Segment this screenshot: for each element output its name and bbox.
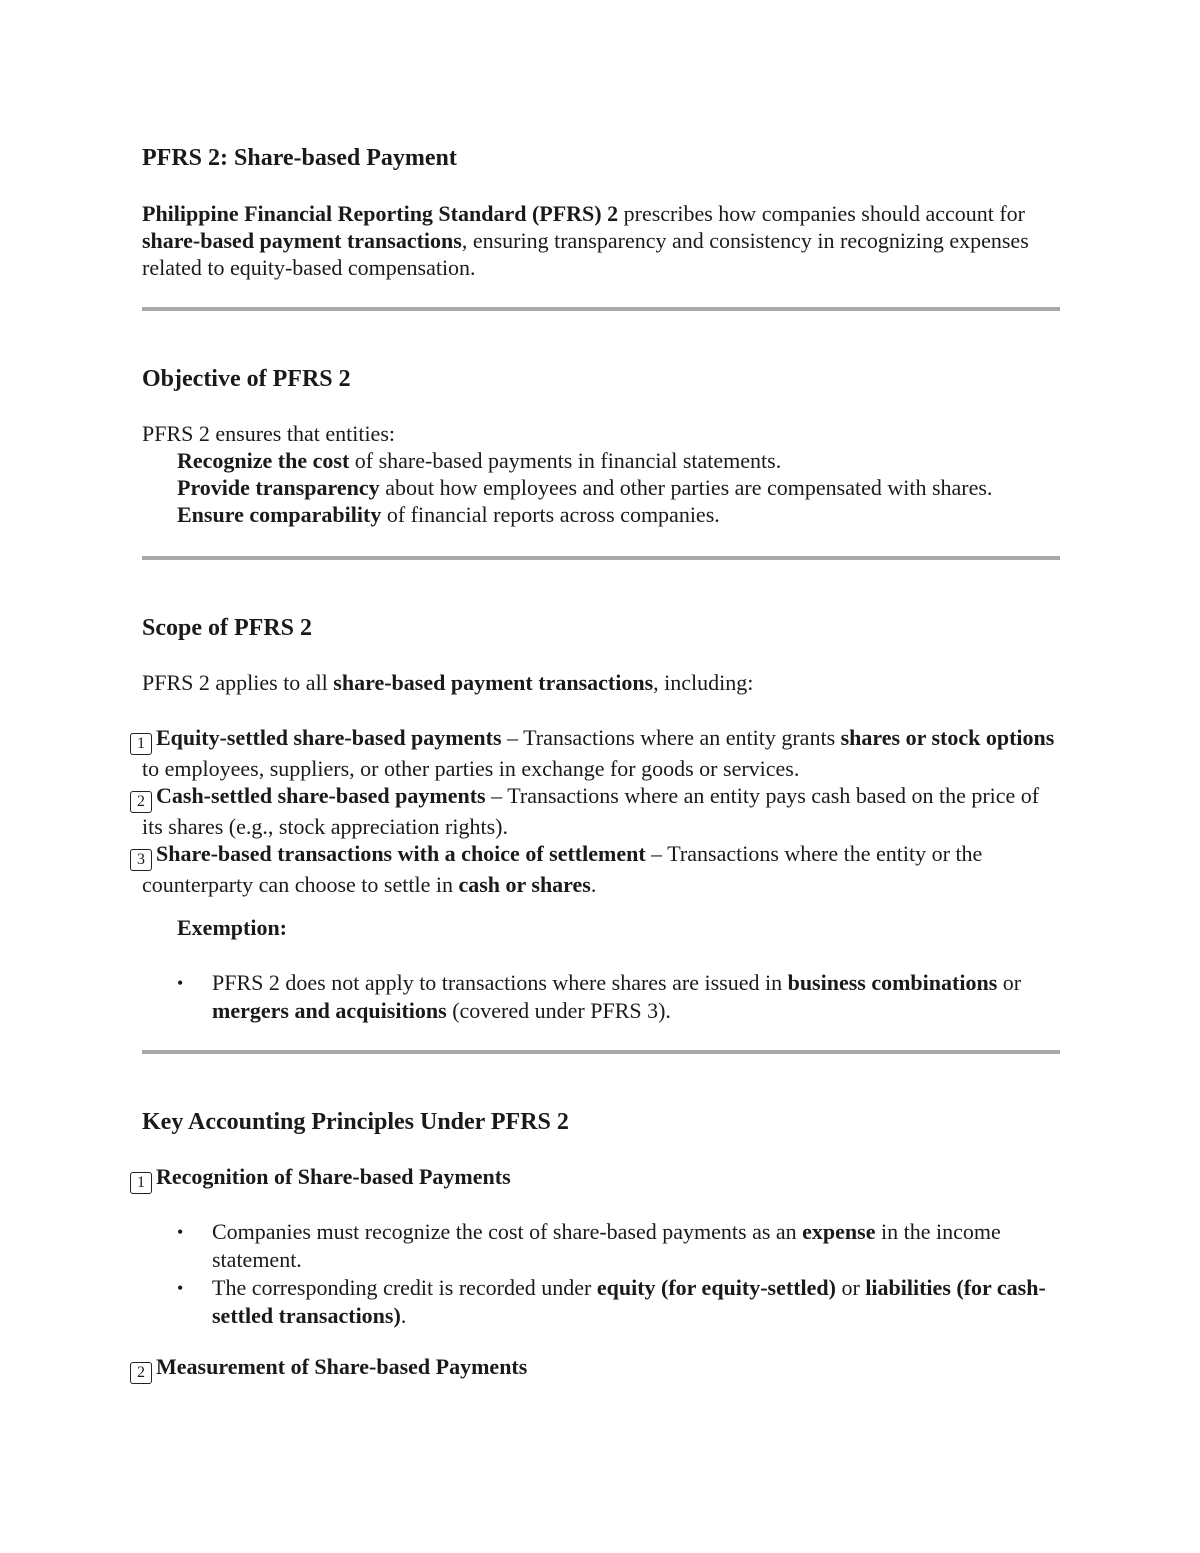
objective-item-bold: Ensure comparability bbox=[177, 502, 382, 527]
principles-subheading-1 bbox=[137, 1163, 1060, 1194]
bullet-text: in the income statement. bbox=[212, 1219, 1001, 1272]
scope-lead bbox=[142, 669, 1060, 696]
objective-item bbox=[142, 447, 1060, 474]
bullet-bold: expense bbox=[802, 1219, 876, 1244]
objective-lead: PFRS 2 ensures that entities: bbox=[142, 421, 395, 446]
scope-item-text: – Transactions where the entity or the counterparty can choose to settle in bbox=[142, 841, 983, 897]
list-item bbox=[142, 1218, 1060, 1274]
scope-item-text: to employees, suppliers, or other parties in exchange for goods or services. bbox=[142, 756, 800, 781]
exemption-bold: mergers and acquisitions bbox=[212, 998, 447, 1023]
objective-item-text: about how employees and other parties are compensated with shares. bbox=[379, 475, 993, 500]
bullet-bold: equity (for equity-settled) bbox=[596, 1275, 836, 1300]
number-2-icon: 2 bbox=[130, 791, 152, 813]
document-title: PFRS 2: Share-based Payment bbox=[142, 145, 457, 171]
bullet-icon: • bbox=[177, 973, 184, 993]
exemption-list bbox=[142, 969, 1060, 1025]
bullet-bold: liabilities (for cash-settled transactions) bbox=[212, 1275, 1046, 1328]
exemption-text: PFRS 2 does not apply to transactions where shares are issued in bbox=[212, 970, 788, 995]
intro-paragraph bbox=[142, 200, 1060, 281]
bullet-text: or bbox=[835, 1275, 866, 1300]
exemption-bold: business combinations bbox=[787, 970, 998, 995]
scope-item-bold: Equity-settled share-based payments bbox=[156, 725, 502, 750]
bullet-icon: • bbox=[177, 1222, 184, 1242]
number-2-icon: 2 bbox=[130, 1362, 152, 1384]
bullet-text: . bbox=[400, 1303, 407, 1328]
objective-item-bold: Recognize the cost bbox=[177, 448, 350, 473]
section-divider bbox=[142, 1050, 1060, 1054]
objective-item-text: of share-based payments in financial statements. bbox=[349, 448, 782, 473]
scope-item-bold: cash or shares bbox=[458, 872, 591, 897]
scope-heading: Scope of PFRS 2 bbox=[142, 615, 312, 641]
scope-list bbox=[137, 724, 1060, 898]
intro-text-end: , ensuring transparency and consistency in recognizing expenses related to equity-based compensation. bbox=[142, 228, 1029, 280]
scope-lead-end: , including: bbox=[653, 670, 754, 695]
exemption-heading: Exemption: bbox=[177, 915, 287, 940]
bullet-text: Companies must recognize the cost of share-based payments as an bbox=[212, 1219, 803, 1244]
number-1-icon: 1 bbox=[130, 733, 152, 755]
subheading-label: Measurement of Share-based Payments bbox=[156, 1354, 528, 1379]
scope-item-equity-settled bbox=[137, 724, 1060, 782]
section-divider bbox=[142, 307, 1060, 311]
exemption-text: or bbox=[997, 970, 1022, 995]
section-divider bbox=[142, 556, 1060, 560]
number-3-icon: 3 bbox=[130, 849, 152, 871]
scope-item-bold: Share-based transactions with a choice of settlement bbox=[156, 841, 646, 866]
scope-item-cash-settled bbox=[137, 782, 1060, 840]
scope-item-text: – Transactions where an entity grants bbox=[501, 725, 841, 750]
objective-item-bold: Provide transparency bbox=[177, 475, 380, 500]
bullet-icon: • bbox=[177, 1278, 184, 1298]
scope-item-choice-settlement bbox=[137, 840, 1060, 898]
intro-text: prescribes how companies should account for bbox=[618, 201, 1026, 226]
objective-item-text: of financial reports across companies. bbox=[381, 502, 720, 527]
list-item bbox=[142, 1274, 1060, 1330]
scope-item-bold: Cash-settled share-based payments bbox=[156, 783, 486, 808]
intro-bold-transactions: share-based payment transactions bbox=[142, 228, 462, 253]
exemption-text: (covered under PFRS 3). bbox=[446, 998, 671, 1023]
intro-bold-standard: Philippine Financial Reporting Standard (PFRS) 2 bbox=[142, 201, 619, 226]
objective-item bbox=[142, 474, 1060, 501]
recognition-list bbox=[142, 1218, 1060, 1330]
subheading-label: Recognition of Share-based Payments bbox=[156, 1164, 511, 1189]
scope-item-text: . bbox=[590, 872, 597, 897]
objective-item bbox=[142, 501, 1060, 528]
scope-lead-text: PFRS 2 applies to all bbox=[142, 670, 334, 695]
objective-section bbox=[142, 420, 1060, 528]
scope-item-text: – Transactions where an entity pays cash based on the price of its shares (e.g., stock appreciation rights). bbox=[142, 783, 1040, 839]
scope-lead-bold: share-based payment transactions bbox=[333, 670, 654, 695]
bullet-text: The corresponding credit is recorded under bbox=[212, 1275, 597, 1300]
objective-heading: Objective of PFRS 2 bbox=[142, 366, 351, 392]
scope-item-bold: shares or stock options bbox=[840, 725, 1055, 750]
principles-subheading-2 bbox=[137, 1353, 1060, 1384]
principles-heading: Key Accounting Principles Under PFRS 2 bbox=[142, 1109, 569, 1135]
list-item bbox=[142, 969, 1060, 1025]
number-1-icon: 1 bbox=[130, 1172, 152, 1194]
exemption-label bbox=[142, 914, 1060, 941]
